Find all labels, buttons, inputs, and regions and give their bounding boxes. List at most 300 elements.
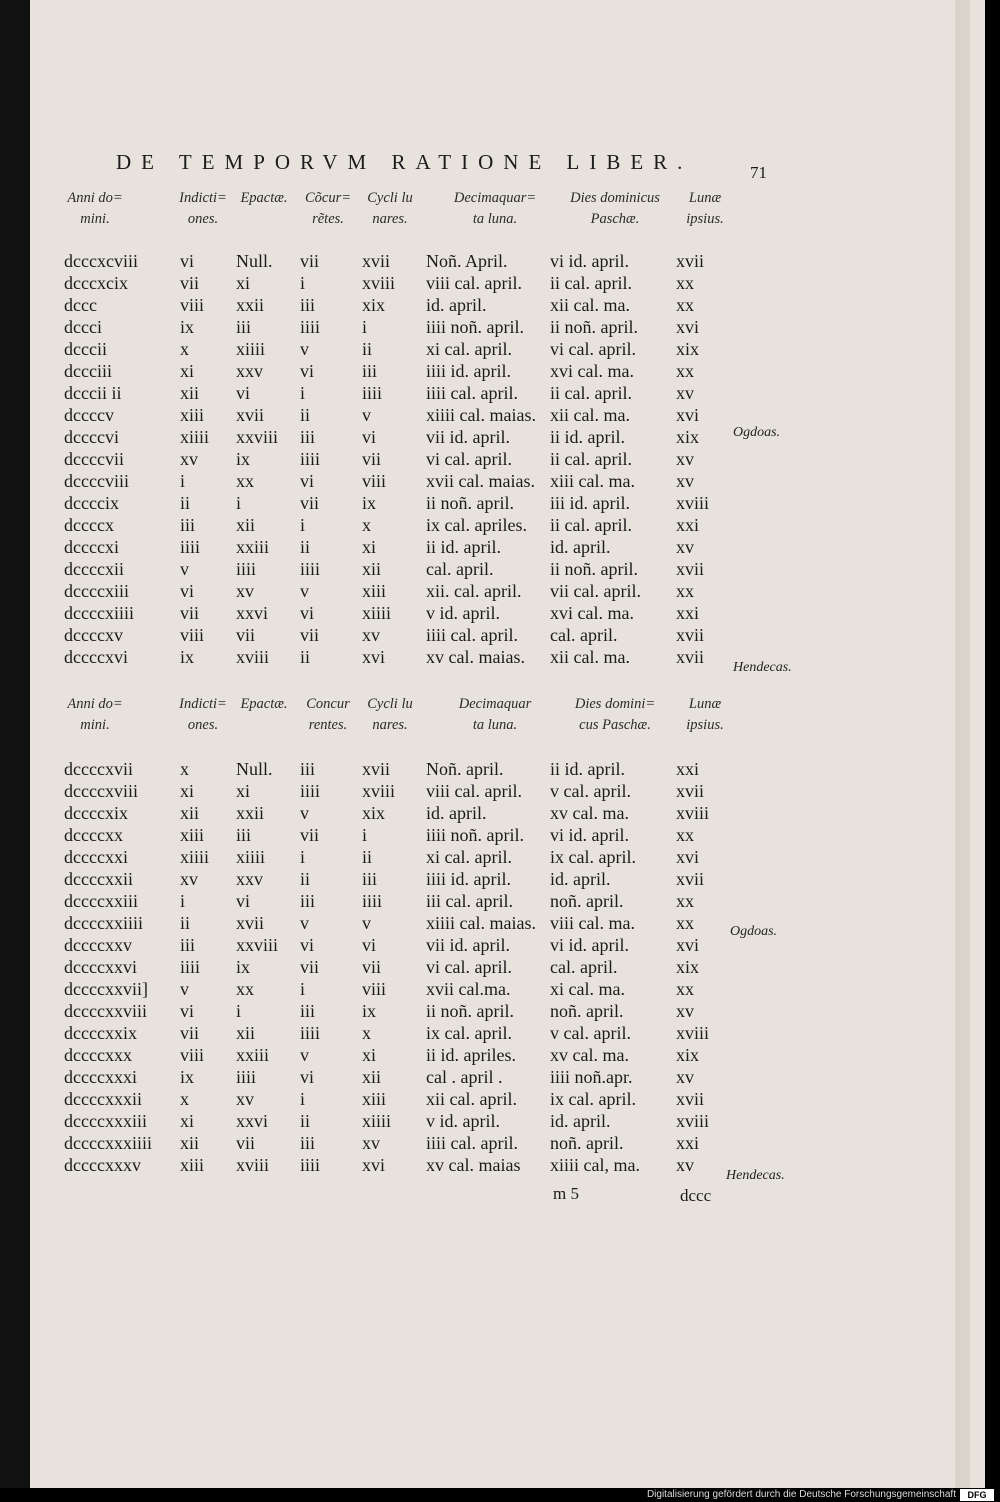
cell-epact: xxiii <box>236 1045 270 1065</box>
cell-moon-age: xxi <box>676 515 700 535</box>
cell-indiction: i <box>180 891 186 911</box>
cell-concurrent: iiii <box>300 1023 321 1043</box>
cell-epact: xxii <box>236 803 265 823</box>
cell-year: dccccxxxii <box>64 1089 142 1109</box>
cell-fourteenth-moon: vi cal. april. <box>426 449 512 469</box>
cell-lunar-cycle: xiii <box>362 581 387 601</box>
cell-moon-age: xviii <box>676 493 710 513</box>
cell-year: dcccxcviii <box>64 251 138 271</box>
cell-indiction: xii <box>180 803 200 823</box>
table-row <box>30 846 985 868</box>
cell-moon-age: xvi <box>676 847 700 867</box>
cell-concurrent: ii <box>300 647 311 667</box>
side-note-ogdoas-2: Ogdoas. <box>730 924 778 939</box>
cell-epact: xxv <box>236 361 263 381</box>
catchword: dccc <box>680 1186 712 1205</box>
cell-lunar-cycle: v <box>362 405 371 425</box>
cell-easter-sunday: noñ. april. <box>550 1133 624 1153</box>
cell-indiction: ix <box>180 317 195 337</box>
cell-fourteenth-moon: Noñ. April. <box>426 251 508 271</box>
cell-fourteenth-moon: iiii cal. april. <box>426 383 518 403</box>
cell-epact: iiii <box>236 559 257 579</box>
cell-epact: xv <box>236 581 254 601</box>
cell-indiction: ii <box>180 493 191 513</box>
cell-indiction: iii <box>180 515 196 535</box>
column-header-indiction: Indicti= ones. <box>179 696 227 733</box>
cell-year: dcccii <box>64 339 107 359</box>
cell-concurrent: vii <box>300 825 320 845</box>
table-row <box>30 646 985 668</box>
cell-lunar-cycle: xiii <box>362 1089 387 1109</box>
cell-indiction: viii <box>180 625 205 645</box>
cell-indiction: xiii <box>180 1155 205 1175</box>
cell-concurrent: v <box>300 581 309 601</box>
cell-epact: xi <box>236 781 251 801</box>
table-row <box>30 1110 985 1132</box>
cell-easter-sunday: xii cal. ma. <box>550 647 630 667</box>
cell-indiction: xii <box>180 383 200 403</box>
cell-lunar-cycle: viii <box>362 471 387 491</box>
table-row <box>30 294 985 316</box>
cell-epact: Null. <box>236 251 273 271</box>
cell-concurrent: ii <box>300 537 311 557</box>
signature-mark: m 5 <box>553 1184 579 1203</box>
cell-moon-age: xix <box>676 339 700 359</box>
cell-epact: xiiii <box>236 847 266 867</box>
column-header-moon-age: Lunæ ipsius. <box>686 696 724 733</box>
cell-indiction: xv <box>180 449 198 469</box>
cell-lunar-cycle: xix <box>362 295 386 315</box>
cell-year: dccccxvii <box>64 759 133 779</box>
cell-lunar-cycle: xvi <box>362 647 386 667</box>
cell-concurrent: i <box>300 1089 306 1109</box>
cell-indiction: i <box>180 471 186 491</box>
cell-lunar-cycle: xv <box>362 625 380 645</box>
cell-year: dccccxxxiiii <box>64 1133 152 1153</box>
cell-indiction: vi <box>180 251 195 271</box>
table-row <box>30 978 985 1000</box>
cell-fourteenth-moon: xvii cal. maias. <box>426 471 535 491</box>
table-row <box>30 470 985 492</box>
cell-epact: xvii <box>236 405 265 425</box>
cell-year: dccccix <box>64 493 119 513</box>
cell-moon-age: xv <box>676 449 694 469</box>
table-row <box>30 404 985 426</box>
cell-lunar-cycle: xvii <box>362 251 391 271</box>
cell-lunar-cycle: xviii <box>362 273 396 293</box>
table-row <box>30 382 985 404</box>
cell-epact: xx <box>236 471 254 491</box>
column-header-easter-sunday: Dies domini= cus Paschæ. <box>574 696 656 733</box>
cell-epact: xviii <box>236 1155 270 1175</box>
cell-concurrent: v <box>300 1045 309 1065</box>
footer-credit: Digitalisierung gefördert durch die Deutsche Forschungsgemeinschaft <box>646 1489 956 1500</box>
column-header-year: Anni do= mini. <box>67 190 123 227</box>
cell-moon-age: xv <box>676 1001 694 1021</box>
cell-moon-age: xvi <box>676 405 700 425</box>
column-header-fourteenth-moon: Decimaquar= ta luna. <box>453 190 537 227</box>
cell-fourteenth-moon: xv cal. maias <box>426 1155 521 1175</box>
cell-fourteenth-moon: iiii noñ. april. <box>426 825 524 845</box>
cell-easter-sunday: iii id. april. <box>550 493 630 513</box>
cell-easter-sunday: ii id. april. <box>550 427 625 447</box>
table-row <box>30 802 985 824</box>
book-page <box>30 0 985 1488</box>
cell-easter-sunday: ii id. april. <box>550 759 625 779</box>
cell-easter-sunday: ix cal. april. <box>550 1089 636 1109</box>
cell-fourteenth-moon: v id. april. <box>426 603 500 623</box>
table-row <box>30 890 985 912</box>
footer-bar <box>0 1488 1000 1502</box>
cell-concurrent: iii <box>300 1001 316 1021</box>
cell-lunar-cycle: viii <box>362 979 387 999</box>
cell-epact: ix <box>236 957 251 977</box>
cell-moon-age: xix <box>676 1045 700 1065</box>
cell-fourteenth-moon: xvii cal.ma. <box>426 979 511 999</box>
table-row <box>30 1154 985 1176</box>
cell-epact: xxv <box>236 869 263 889</box>
cell-lunar-cycle: ii <box>362 339 373 359</box>
cell-easter-sunday: xiiii cal, ma. <box>550 1155 640 1175</box>
cell-fourteenth-moon: viii cal. april. <box>426 781 522 801</box>
cell-easter-sunday: vi cal. april. <box>550 339 636 359</box>
cell-year: dcccii ii <box>64 383 122 403</box>
table-row <box>30 360 985 382</box>
table-row <box>30 338 985 360</box>
cell-year: dccccx <box>64 515 114 535</box>
cell-indiction: vi <box>180 581 195 601</box>
cell-fourteenth-moon: cal . april . <box>426 1067 503 1087</box>
cell-epact: xxvi <box>236 603 269 623</box>
cell-indiction: x <box>180 759 189 779</box>
cell-epact: xxviii <box>236 427 279 447</box>
cell-epact: xxii <box>236 295 265 315</box>
cell-fourteenth-moon: iiii cal. april. <box>426 625 518 645</box>
cell-epact: xii <box>236 1023 256 1043</box>
cell-lunar-cycle: vii <box>362 449 382 469</box>
table-row <box>30 580 985 602</box>
cell-indiction: vi <box>180 1001 195 1021</box>
cell-year: dccccxxxv <box>64 1155 141 1175</box>
table-row <box>30 272 985 294</box>
cell-year: dccccxxx <box>64 1045 132 1065</box>
side-note-ogdoas-1: Ogdoas. <box>733 425 781 440</box>
cell-fourteenth-moon: iiii noñ. april. <box>426 317 524 337</box>
cell-year: dccccxxii <box>64 869 133 889</box>
cell-moon-age: xxi <box>676 759 700 779</box>
table-row <box>30 912 985 934</box>
cell-epact: xv <box>236 1089 254 1109</box>
cell-concurrent: v <box>300 339 309 359</box>
cell-moon-age: xx <box>676 295 694 315</box>
cell-lunar-cycle: xi <box>362 537 377 557</box>
cell-concurrent: iii <box>300 891 316 911</box>
cell-concurrent: iii <box>300 1133 316 1153</box>
cell-indiction: vii <box>180 1023 200 1043</box>
cell-lunar-cycle: ix <box>362 493 377 513</box>
cell-moon-age: xv <box>676 471 694 491</box>
cell-indiction: ii <box>180 913 191 933</box>
table-row <box>30 426 985 448</box>
cell-epact: iii <box>236 825 252 845</box>
side-note-hendecas-2: Hendecas. <box>726 1168 785 1183</box>
cell-year: dcccxcix <box>64 273 128 293</box>
cell-year: dccccxxix <box>64 1023 137 1043</box>
cell-easter-sunday: cal. april. <box>550 625 618 645</box>
cell-moon-age: xvii <box>676 1089 705 1109</box>
cell-year: dccccxxvii] <box>64 979 148 999</box>
cell-easter-sunday: vi id. april. <box>550 251 629 271</box>
cell-epact: vii <box>236 1133 256 1153</box>
cell-easter-sunday: vi id. april. <box>550 825 629 845</box>
cell-lunar-cycle: iii <box>362 869 378 889</box>
cell-indiction: xi <box>180 1111 195 1131</box>
cell-year: dccccxxiiii <box>64 913 143 933</box>
cell-moon-age: xx <box>676 979 694 999</box>
column-header-concurrent: Cõcur= rẽtes. <box>304 190 352 227</box>
cell-year: dccci <box>64 317 102 337</box>
cell-concurrent: iiii <box>300 1155 321 1175</box>
cell-year: dccccxi <box>64 537 119 557</box>
cell-concurrent: iiii <box>300 559 321 579</box>
cell-concurrent: vii <box>300 957 320 977</box>
cell-concurrent: v <box>300 913 309 933</box>
cell-epact: xxvi <box>236 1111 269 1131</box>
cell-year: dccccxxi <box>64 847 128 867</box>
cell-fourteenth-moon: xii. cal. april. <box>426 581 522 601</box>
cell-concurrent: iiii <box>300 317 321 337</box>
cell-fourteenth-moon: xi cal. april. <box>426 339 512 359</box>
cell-epact: xxiii <box>236 537 270 557</box>
table-row <box>30 558 985 580</box>
cell-year: dccccxv <box>64 625 123 645</box>
cell-fourteenth-moon: ix cal. april. <box>426 1023 512 1043</box>
table-row <box>30 824 985 846</box>
cell-fourteenth-moon: v id. april. <box>426 1111 500 1131</box>
cell-lunar-cycle: iiii <box>362 891 383 911</box>
cell-year: dccccviii <box>64 471 129 491</box>
cell-moon-age: xv <box>676 537 694 557</box>
cell-epact: iiii <box>236 1067 257 1087</box>
cell-lunar-cycle: vi <box>362 427 377 447</box>
cell-lunar-cycle: x <box>362 515 371 535</box>
cell-moon-age: xvii <box>676 869 705 889</box>
cell-moon-age: xv <box>676 1155 694 1175</box>
table-row <box>30 1066 985 1088</box>
cell-moon-age: xx <box>676 581 694 601</box>
cell-moon-age: xix <box>676 957 700 977</box>
cell-fourteenth-moon: iii cal. april. <box>426 891 513 911</box>
cell-moon-age: xx <box>676 361 694 381</box>
column-header-lunar-cycle: Cycli lu nares. <box>367 190 413 227</box>
cell-indiction: xi <box>180 781 195 801</box>
cell-indiction: x <box>180 1089 189 1109</box>
cell-fourteenth-moon: vii id. april. <box>426 935 510 955</box>
table-row <box>30 514 985 536</box>
table-row <box>30 250 985 272</box>
table-row <box>30 758 985 780</box>
cell-fourteenth-moon: Noñ. april. <box>426 759 504 779</box>
cell-easter-sunday: id. april. <box>550 869 611 889</box>
cell-concurrent: vi <box>300 1067 315 1087</box>
cell-easter-sunday: xv cal. ma. <box>550 1045 629 1065</box>
table-row <box>30 1022 985 1044</box>
cell-easter-sunday: xii cal. ma. <box>550 295 630 315</box>
cell-lunar-cycle: xii <box>362 1067 382 1087</box>
cell-indiction: xi <box>180 361 195 381</box>
cell-moon-age: xv <box>676 383 694 403</box>
cell-lunar-cycle: iii <box>362 361 378 381</box>
table-row <box>30 1044 985 1066</box>
cell-fourteenth-moon: vi cal. april. <box>426 957 512 977</box>
cell-moon-age: xvii <box>676 781 705 801</box>
cell-indiction: xiiii <box>180 847 210 867</box>
cell-lunar-cycle: iiii <box>362 383 383 403</box>
cell-year: dccccxix <box>64 803 128 823</box>
cell-easter-sunday: ii cal. april. <box>550 273 632 293</box>
cell-lunar-cycle: ix <box>362 1001 377 1021</box>
cell-concurrent: iii <box>300 427 316 447</box>
table-row <box>30 624 985 646</box>
table-row <box>30 868 985 890</box>
table-row <box>30 1088 985 1110</box>
column-header-concurrent: Concur rentes. <box>306 696 350 733</box>
cell-year: dccccxviii <box>64 781 138 801</box>
cell-moon-age: xx <box>676 913 694 933</box>
cell-moon-age: xx <box>676 273 694 293</box>
cell-epact: xi <box>236 273 251 293</box>
table-row <box>30 934 985 956</box>
table-row <box>30 448 985 470</box>
cell-easter-sunday: v cal. april. <box>550 1023 631 1043</box>
cell-lunar-cycle: xv <box>362 1133 380 1153</box>
cell-easter-sunday: id. april. <box>550 537 611 557</box>
cell-concurrent: ii <box>300 869 311 889</box>
column-header-easter-sunday: Dies dominicus Paschæ. <box>570 190 660 227</box>
cell-year: dccccxii <box>64 559 124 579</box>
page-number: 71 <box>750 163 767 182</box>
cell-year: dccccxxv <box>64 935 132 955</box>
cell-moon-age: xviii <box>676 1111 710 1131</box>
cell-fourteenth-moon: ii id. april. <box>426 537 501 557</box>
cell-epact: i <box>236 1001 242 1021</box>
cell-indiction: xiii <box>180 405 205 425</box>
cell-indiction: ix <box>180 647 195 667</box>
cell-epact: vi <box>236 383 251 403</box>
cell-moon-age: xix <box>676 427 700 447</box>
cell-fourteenth-moon: ii noñ. april. <box>426 493 514 513</box>
cell-fourteenth-moon: xiiii cal. maias. <box>426 913 536 933</box>
column-header-epact: Epactæ. <box>240 190 288 206</box>
cell-concurrent: vii <box>300 251 320 271</box>
cell-concurrent: i <box>300 979 306 999</box>
cell-lunar-cycle: i <box>362 317 368 337</box>
cell-moon-age: xvii <box>676 647 705 667</box>
cell-concurrent: vi <box>300 935 315 955</box>
cell-year: dccccxxxiii <box>64 1111 147 1131</box>
cell-indiction: vii <box>180 273 200 293</box>
cell-year: dccciii <box>64 361 112 381</box>
cell-fourteenth-moon: xv cal. maias. <box>426 647 525 667</box>
table-row <box>30 316 985 338</box>
table-row <box>30 492 985 514</box>
cell-epact: vii <box>236 625 256 645</box>
cell-concurrent: i <box>300 847 306 867</box>
cell-epact: i <box>236 493 242 513</box>
cell-lunar-cycle: xiiii <box>362 603 392 623</box>
cell-fourteenth-moon: viii cal. april. <box>426 273 522 293</box>
column-header-year: Anni do= mini. <box>67 696 123 733</box>
cell-lunar-cycle: vii <box>362 957 382 977</box>
cell-year: dccccxx <box>64 825 123 845</box>
page-edge <box>955 0 970 1488</box>
cell-easter-sunday: xiii cal. ma. <box>550 471 635 491</box>
cell-indiction: x <box>180 339 189 359</box>
cell-concurrent: ii <box>300 1111 311 1131</box>
cell-lunar-cycle: xvi <box>362 1155 386 1175</box>
cell-easter-sunday: ii noñ. april. <box>550 317 638 337</box>
cell-moon-age: xvi <box>676 935 700 955</box>
cell-fourteenth-moon: ii id. apriles. <box>426 1045 516 1065</box>
side-note-hendecas-1: Hendecas. <box>733 660 792 675</box>
cell-epact: xxviii <box>236 935 279 955</box>
cell-year: dccccxxxi <box>64 1067 137 1087</box>
cell-indiction: xii <box>180 1133 200 1153</box>
cell-concurrent: iiii <box>300 781 321 801</box>
cell-lunar-cycle: i <box>362 825 368 845</box>
cell-epact: xvii <box>236 913 265 933</box>
cell-easter-sunday: ii cal. april. <box>550 515 632 535</box>
cell-concurrent: vi <box>300 471 315 491</box>
cell-moon-age: xviii <box>676 803 710 823</box>
cell-concurrent: vi <box>300 603 315 623</box>
cell-epact: Null. <box>236 759 273 779</box>
cell-fourteenth-moon: vii id. april. <box>426 427 510 447</box>
cell-moon-age: xvi <box>676 317 700 337</box>
cell-moon-age: xv <box>676 1067 694 1087</box>
cell-year: dccccxiiii <box>64 603 134 623</box>
cell-easter-sunday: id. april. <box>550 1111 611 1131</box>
cell-year: dccccxxviii <box>64 1001 147 1021</box>
cell-moon-age: xvii <box>676 251 705 271</box>
cell-easter-sunday: xv cal. ma. <box>550 803 629 823</box>
cell-easter-sunday: ii cal. april. <box>550 383 632 403</box>
cell-indiction: viii <box>180 1045 205 1065</box>
cell-concurrent: vii <box>300 493 320 513</box>
cell-indiction: ix <box>180 1067 195 1087</box>
cell-concurrent: i <box>300 515 306 535</box>
cell-easter-sunday: ix cal. april. <box>550 847 636 867</box>
cell-year: dccccvii <box>64 449 124 469</box>
table-row <box>30 1000 985 1022</box>
cell-moon-age: xx <box>676 891 694 911</box>
cell-year: dccccxxvi <box>64 957 137 977</box>
cell-moon-age: xvii <box>676 625 705 645</box>
cell-concurrent: vi <box>300 361 315 381</box>
cell-moon-age: xxi <box>676 1133 700 1153</box>
cell-concurrent: i <box>300 273 306 293</box>
cell-lunar-cycle: xviii <box>362 781 396 801</box>
cell-easter-sunday: cal. april. <box>550 957 618 977</box>
cell-concurrent: v <box>300 803 309 823</box>
cell-easter-sunday: xii cal. ma. <box>550 405 630 425</box>
cell-indiction: xv <box>180 869 198 889</box>
column-header-moon-age: Lunæ ipsius. <box>686 190 724 227</box>
cell-epact: xx <box>236 979 254 999</box>
cell-indiction: iii <box>180 935 196 955</box>
cell-lunar-cycle: xiiii <box>362 1111 392 1131</box>
cell-fourteenth-moon: ii noñ. april. <box>426 1001 514 1021</box>
